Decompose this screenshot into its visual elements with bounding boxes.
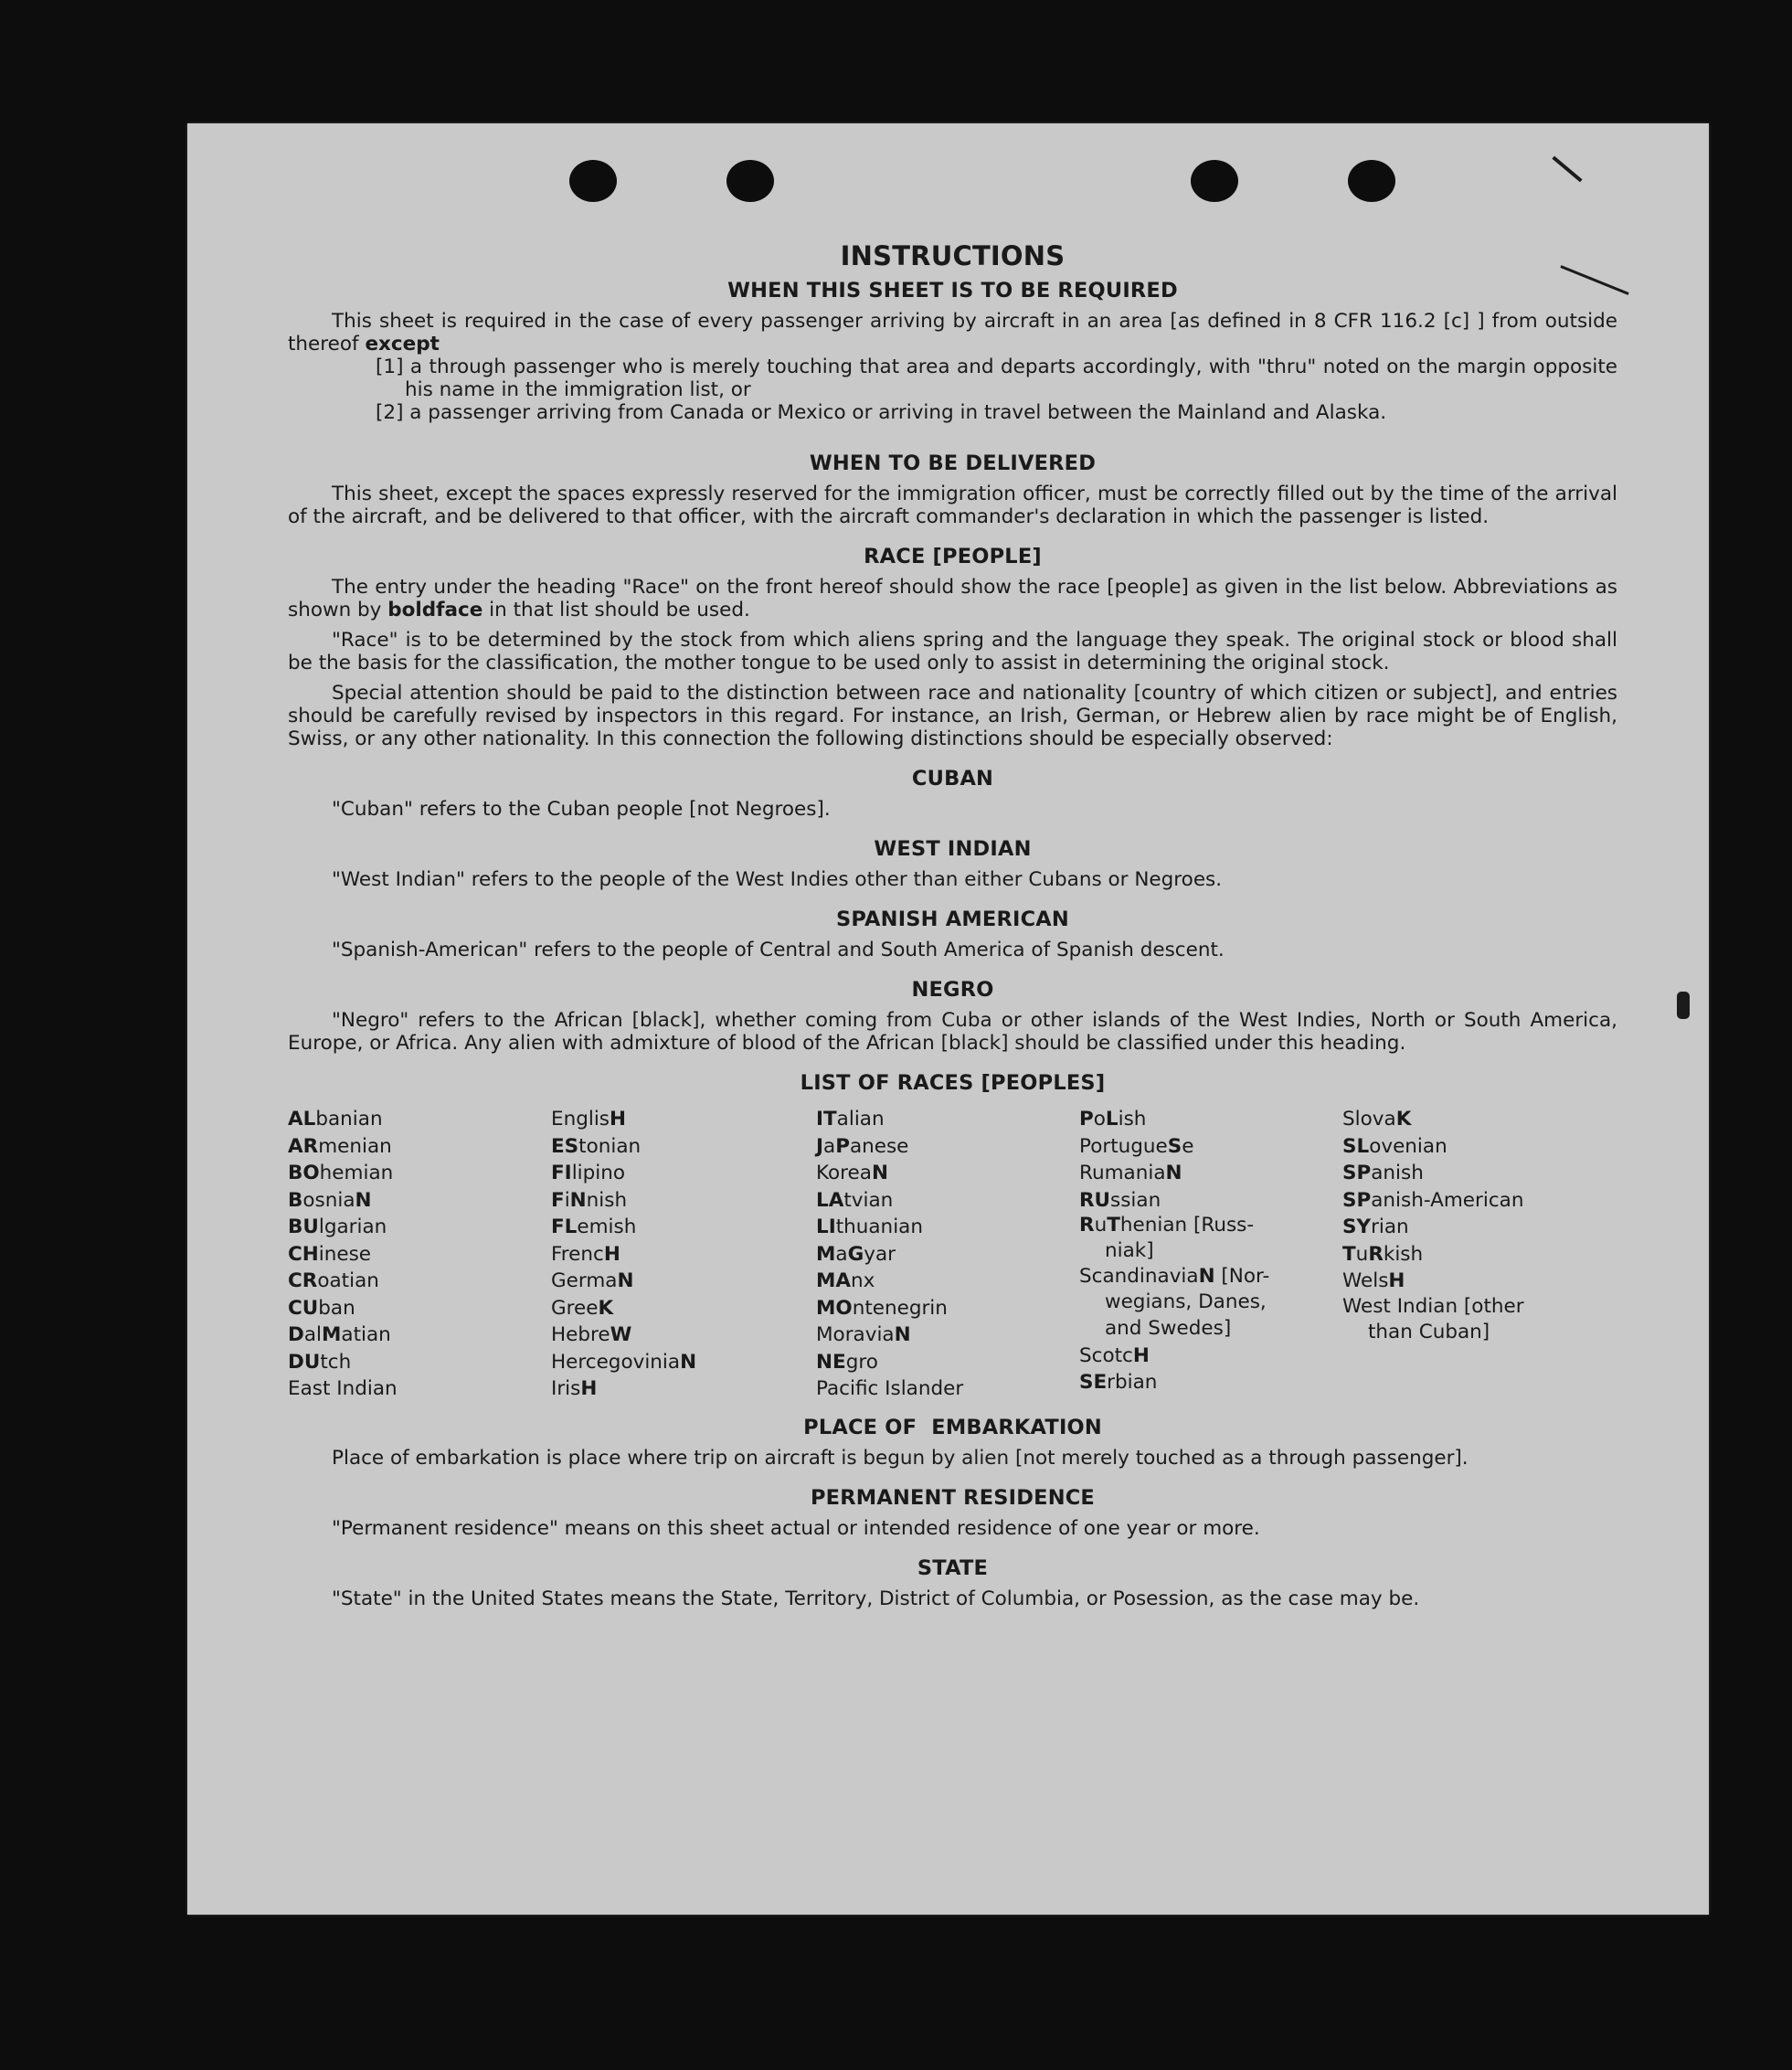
place-of-embarkation-text: Place of embarkation is place where trip on aircraft is begun by alien [not merely touched as a through passenger]. (332, 1446, 1469, 1470)
race-entry: ITalian (816, 1108, 885, 1131)
race-entry: ScotcH (1079, 1343, 1150, 1367)
race-entry: SYrian (1342, 1215, 1409, 1238)
race-entry: CHinese (288, 1242, 372, 1266)
race-entry: East Indian (288, 1377, 398, 1400)
heading-negro: NEGRO (911, 978, 994, 1002)
heading-when-required: WHEN THIS SHEET IS TO BE REQUIRED (727, 279, 1178, 303)
race-entry: KoreaN (816, 1162, 888, 1184)
pen-mark (1552, 156, 1582, 183)
race-column-1 (288, 1106, 551, 1403)
race-entry: niak] (1105, 1239, 1154, 1262)
race-column-3 (816, 1106, 1079, 1403)
race-entry: SPanish-American (1342, 1188, 1524, 1212)
race-entry: SPanish (1342, 1162, 1424, 1184)
exception-item-1: [1] a through passenger who is merely touching that area and departs accordingly, with "thru" noted on the margin opposite his name in the immigration list, or (376, 356, 1617, 401)
negro-text: "Negro" refers to the African [black], whether coming from Cuba or other islands of the West Indies, North or South America, Europe, or Africa. Any alien with admixture of blood of the African [black] should be classified under this heading. (288, 1009, 1617, 1055)
heading-when-delivered: WHEN TO BE DELIVERED (809, 451, 1097, 475)
race-entry: SLovenian (1342, 1134, 1447, 1158)
race-entry: GermaN (551, 1269, 634, 1292)
race-entry: HercegoviniaN (551, 1350, 697, 1374)
heading-cuban: CUBAN (911, 767, 994, 791)
race-entry: GreeK (551, 1296, 614, 1320)
state-text: "State" in the United States means the State, Territory, District of Columbia, or Posession, as the case may be. (332, 1587, 1420, 1610)
race-entry: DalMatian (288, 1323, 391, 1346)
edge-mark (1677, 992, 1690, 1019)
cuban-text: "Cuban" refers to the Cuban people [not Negroes]. (332, 798, 831, 821)
race-entry: BOhemian (288, 1162, 394, 1184)
west-indian-text: "West Indian" refers to the people of the West Indies other than either Cubans or Negroes. (332, 868, 1223, 891)
spanish-american-text: "Spanish-American" refers to the people of Central and South America of Spanish descent. (332, 939, 1225, 961)
race-column-5 (1342, 1106, 1617, 1403)
race-entry: JaPanese (816, 1134, 909, 1158)
race-paragraph-2: "Race" is to be determined by the stock from which aliens spring and the language they speak. The original stock or blood shall be the basis for the classification, the mother tongue to be used only to assist in determining the original stock. (288, 629, 1617, 674)
race-entry: than Cuban] (1368, 1320, 1490, 1343)
race-column-4 (1079, 1106, 1342, 1403)
race-entry: HebreW (551, 1323, 632, 1346)
race-entry: RuThenian [Russ- (1079, 1214, 1255, 1237)
race-entry: Pacific Islander (816, 1377, 964, 1400)
race-entry: PortugueSe (1079, 1134, 1194, 1158)
race-entry: FLemish (551, 1215, 637, 1238)
permanent-residence-text: "Permanent residence" means on this sheet actual or intended residence of one year or more. (332, 1516, 1260, 1540)
race-entry: NEgro (816, 1350, 878, 1374)
punch-hole (1191, 160, 1238, 202)
punch-hole (569, 160, 617, 202)
punch-hole (1348, 160, 1395, 202)
race-entry: MaGyar (816, 1242, 896, 1266)
race-entry: FIlipino (551, 1162, 626, 1184)
race-entry: MOntenegrin (816, 1296, 948, 1320)
race-entry: RUssian (1079, 1188, 1161, 1212)
heading-race: RACE [PEOPLE] (864, 545, 1042, 568)
race-list (288, 1106, 1617, 1403)
race-entry: BUlgarian (288, 1215, 387, 1238)
race-entry: SlovaK (1342, 1108, 1412, 1131)
race-paragraph-1: The entry under the heading "Race" on the front hereof should show the race [people] as given in the list below. Abbreviations as shown by boldface in that list should be used. (288, 576, 1617, 621)
race-entry: wegians, Danes, (1105, 1290, 1267, 1313)
race-entry: LIthuanian (816, 1215, 923, 1238)
race-entry: DUtch (288, 1350, 352, 1374)
race-entry: TuRkish (1342, 1242, 1424, 1266)
race-entry: LAtvian (816, 1188, 894, 1212)
heading-place-of-embarkation: PLACE OF EMBARKATION (803, 1415, 1102, 1439)
race-entry: FrencH (551, 1242, 620, 1266)
when-required-intro: This sheet is required in the case of every passenger arriving by aircraft in an area [as defined in 8 CFR 116.2 [c] ] from outside thereof except (288, 310, 1617, 356)
race-entry: BosniaN (288, 1188, 372, 1212)
heading-state: STATE (917, 1555, 989, 1580)
heading-list-of-races: LIST OF RACES [PEOPLES] (800, 1071, 1106, 1095)
race-paragraph-3: Special attention should be paid to the distinction between race and nationality [country of which citizen or subject], and entries should be carefully revised by inspectors in this regard. For instance, an Irish, German, or Hebrew alien by race might be of English, Swiss, or any other nationality. In this connection the following distinctions should be especially observed: (288, 682, 1617, 750)
race-entry: PoLish (1079, 1108, 1147, 1131)
race-entry: RumaniaN (1079, 1162, 1182, 1184)
race-entry: ALbanian (288, 1108, 383, 1131)
race-entry: SErbian (1079, 1371, 1158, 1394)
heading-spanish-american: SPANISH AMERICAN (836, 908, 1069, 931)
race-entry: CRoatian (288, 1269, 379, 1292)
punch-hole (726, 160, 774, 202)
race-entry: West Indian [other (1342, 1294, 1524, 1318)
race-entry: EnglisH (551, 1108, 627, 1131)
race-entry: CUban (288, 1296, 355, 1320)
when-delivered-text: This sheet, except the spaces expressly reserved for the immigration officer, must be correctly filled out by the time of the arrival of the aircraft, and be delivered to that officer, with the aircraft commander's declaration in which the passenger is listed. (288, 483, 1617, 528)
heading-west-indian: WEST INDIAN (874, 837, 1032, 861)
race-entry: MAnx (816, 1269, 875, 1292)
page-title: INSTRUCTIONS (840, 240, 1066, 271)
race-entry: IrisH (551, 1377, 598, 1400)
exception-item-2: [2] a passenger arriving from Canada or Mexico or arriving in travel between the Mainland and Alaska. (376, 401, 1387, 424)
race-entry: WelsH (1342, 1269, 1405, 1292)
race-entry: ScandinaviaN [Nor- (1079, 1264, 1270, 1288)
race-entry: MoraviaN (816, 1323, 911, 1346)
instructions-content (288, 240, 1617, 1610)
heading-permanent-residence: PERMANENT RESIDENCE (810, 1485, 1096, 1510)
race-entry: and Swedes] (1105, 1317, 1232, 1340)
document-sheet (187, 123, 1709, 1915)
race-entry: FiNnish (551, 1188, 628, 1212)
race-entry: EStonian (551, 1134, 642, 1158)
race-entry: ARmenian (288, 1134, 392, 1158)
race-column-2 (551, 1106, 816, 1403)
